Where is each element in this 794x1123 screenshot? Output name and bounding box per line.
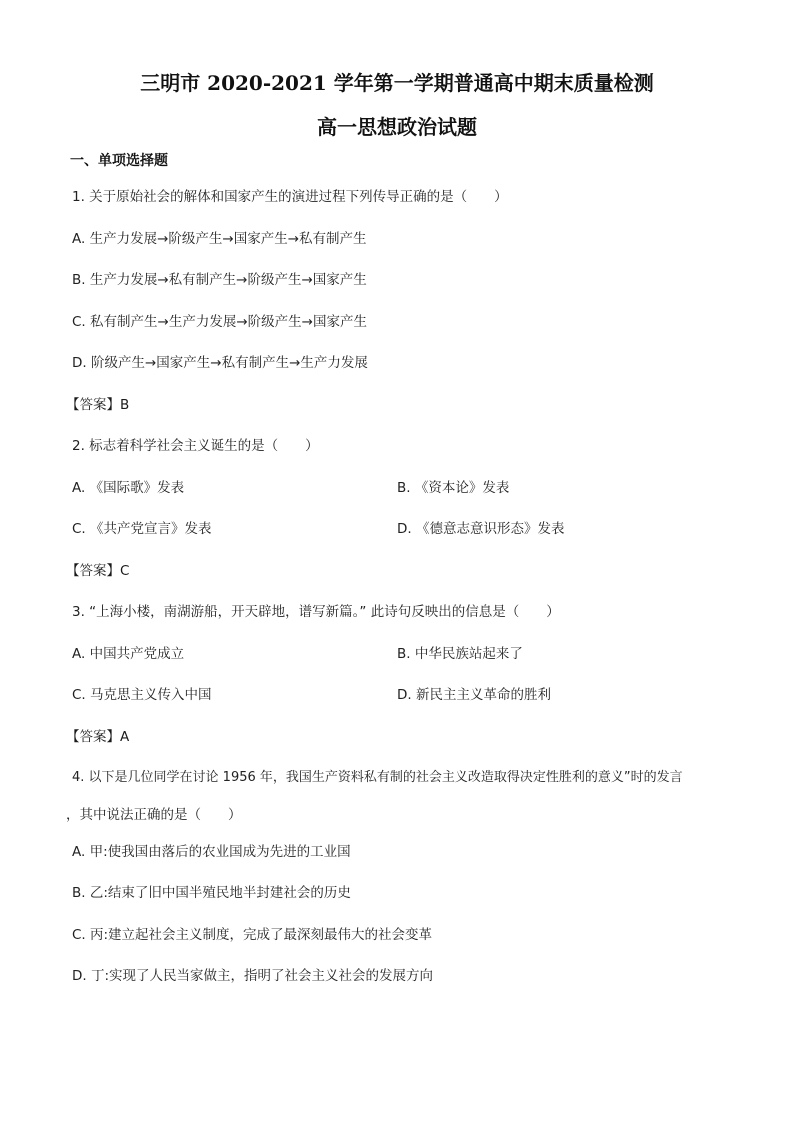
exam-title: 三明市 2020-2021 学年第一学期普通高中期末质量检测 (140, 71, 654, 95)
question-4-option-b: B. 乙:结束了旧中国半殖民地半封建社会的历史 (72, 885, 351, 901)
question-3-option-b: B. 中华民族站起来了 (397, 646, 523, 662)
question-2-answer: 【答案】C (66, 563, 130, 579)
question-2-option-b: B. 《资本论》发表 (397, 480, 510, 496)
question-3-option-d: D. 新民主主义革命的胜利 (397, 687, 551, 703)
question-1-option-b: B. 生产力发展→私有制产生→阶级产生→国家产生 (72, 272, 367, 288)
question-1-option-a: A. 生产力发展→阶级产生→国家产生→私有制产生 (72, 231, 367, 247)
question-3-answer: 【答案】A (66, 729, 130, 745)
question-3-option-c: C. 马克思主义传入中国 (72, 687, 212, 703)
question-2-option-a: A. 《国际歌》发表 (72, 480, 185, 496)
question-2-option-d: D. 《德意志意识形态》发表 (397, 521, 565, 537)
section-heading: 一、单项选择题 (70, 153, 168, 169)
question-4-option-d: D. 丁:实现了人民当家做主，指明了社会主义社会的发展方向 (72, 968, 434, 984)
question-1-answer: 【答案】B (66, 397, 130, 413)
question-1-option-c: C. 私有制产生→生产力发展→阶级产生→国家产生 (72, 314, 367, 330)
question-3-option-a: A. 中国共产党成立 (72, 646, 185, 662)
exam-subtitle: 高一思想政治试题 (317, 115, 477, 139)
question-4-option-c: C. 丙:建立起社会主义制度，完成了最深刻最伟大的社会变革 (72, 927, 433, 943)
question-3-stem: 3. “上海小楼，南湖游船，开天辟地，谱写新篇。” 此诗句反映出的信息是（ ） (72, 604, 560, 620)
question-2-stem: 2. 标志着科学社会主义诞生的是（ ） (72, 438, 319, 454)
question-1-option-d: D. 阶级产生→国家产生→私有制产生→生产力发展 (72, 355, 368, 371)
question-4-option-a: A. 甲:使我国由落后的农业国成为先进的工业国 (72, 844, 351, 860)
question-4-stem-continued: ，其中说法正确的是（ ） (66, 807, 242, 823)
question-1-stem: 1. 关于原始社会的解体和国家产生的演进过程下列传导正确的是（ ） (72, 189, 508, 205)
question-4-stem: 4. 以下是几位同学在讨论 1956 年，我国生产资料私有制的社会主义改造取得决定性胜利的意义”时的发言 (72, 770, 683, 785)
question-2-option-c: C. 《共产党宣言》发表 (72, 521, 212, 537)
